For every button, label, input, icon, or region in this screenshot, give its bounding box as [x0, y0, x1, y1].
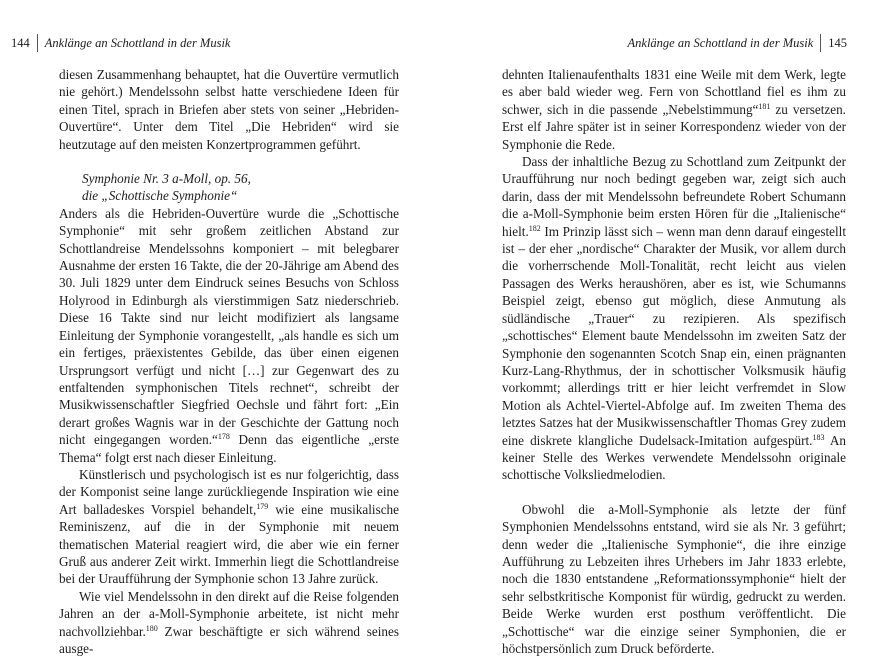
footnote-marker: 181: [758, 101, 771, 111]
paragraph: Künstlerisch und psychologisch ist es nur folgerichtig, dass der Komponist seine lange zurückliegende Inspiration wie eine Art balladeskes Vorspiel behandelt,$^{179}$ wie eine musikalische Reminiszenz, auf die in der Symphonie mit neuem thematischen Material reagiert wird, die aber wie ein ferner Gruß aus anderer Zeit wirkt. Immerhin liegt die Schottlandreise bei der Uraufführung der Symphonie schon 13 Jahre zurück.: [59, 466, 400, 587]
paragraph: Anders als die Hebriden-Ouvertüre wurde die „Schottische Symphonie“ mit sehr großem zeitlichen Abstand zur Schottlandreise Mendelssohns komponiert – mit belegbarer Ausnahme der ersten 16 Takte, die der 20-Jährige am Abend des 30. Juli 1829 unter dem Eindruck seines Besuchs von Schloss Holyrood in Edinburgh als vierstimmigen Satz niederschrieb. Diese 16 Takte sind nur leicht modifiziert als langsame Einleitung der Symphonie vorangestellt, „als handle es sich um ein fertiges, präexistentes Gebilde, das über einen eigenen Ursprungsort verfügt und nicht […] zur Gegenwart des zu entfaltenden symphonischen Titels rechnet“, schreibt der Musikwissenschaftler Siegfried Oechsle und fährt fort: „Ein derart großes Wagnis war in der Geschichte der Gattung noch nicht eingegangen worden.“$^{178}$ Denn das eigentliche „erste Thema“ folgt erst nach dieser Einleitung.: [59, 205, 399, 465]
page-number-right: 145: [828, 36, 847, 50]
footnote-marker: 183: [812, 432, 825, 442]
page-number-left: 144: [11, 36, 30, 50]
running-title-right: Anklänge an Schottland in der Musik: [627, 36, 814, 50]
section-heading-line: Symphonie Nr. 3 a-Moll, op. 56,: [82, 171, 251, 187]
running-title-left: Anklänge an Schottland in der Musik: [44, 36, 231, 50]
header-rule: [37, 34, 38, 52]
right-running-head: [628, 34, 847, 52]
header-rule: [820, 34, 821, 52]
left-body-text: [59, 66, 399, 657]
paragraph: Wie viel Mendelssohn in den direkt auf die Reise folgenden Jahren an der a-Moll-Symphonie arbeitete, ist nicht mehr nachvollziehbar.$^{180}$ Zwar beschäftigte er sich während seines ausge-: [59, 588, 399, 656]
section-heading-line: die „Schottische Symphonie“: [82, 188, 238, 204]
footnote-marker: 180: [145, 623, 158, 633]
left-running-head: [11, 34, 230, 52]
right-body-text: [502, 66, 846, 657]
footnote-marker: 179: [256, 501, 269, 511]
paragraph: diesen Zusammenhang behauptet, hat die Ouvertüre vermutlich nie gehört.) Mendelssohn selbst hatte verschiedene Ideen für einen Titel, sprach in Briefen aber stets von seiner „Hebriden-Ouvertüre“. Unter dem Titel „Die Hebriden“ wird sie heutzutage auf den meisten Konzertprogrammen geführt.: [59, 67, 399, 152]
footnote-marker: 182: [528, 223, 541, 233]
paragraph: Dass der inhaltliche Bezug zu Schottland zum Zeitpunkt der Uraufführung nur noch bedingt gegeben war, zeigt sich auch darin, dass der mit Mendelssohn befreundete Robert Schumann die a-Moll-Symphonie beim ersten Hören für die „Italienische“ hielt.$^{182}$ Im Prinzip lässt sich – wenn man denn darauf eingestellt ist – der eher „nordische“ Charakter der Musik, vor allem durch die vorherrschende Moll-Tonalität, recht leicht aus vielen Passagen des Werks heraushören, aber es ist, wie Schumanns Beispiel zeigt, ebenso gut möglich, diese Anmutung als südländische „Trauer“ zu rezipieren. Als spezifisch „schottisches“ Element baute Mendelssohn im zweiten Satz der Symphonie den sogenannten Scotch Snap ein, einen prägnanten Kurz-Lang-Rhythmus, der in schottischer Volksmusik häufig vorkommt; allerdings tritt er hier leicht verfremdet in Slow Motion als Achtel-Viertel-Abfolge auf. Im zweiten Thema des letztes Satzes hat der Musikwissenschaftler Thomas Grey zudem eine diskrete klangliche Dudelsack-Imitation aufgespürt.$^{183}$ An keiner Stelle des Werkes verwendete Mendelssohn originale schottische Volksliedmelodien.: [502, 154, 846, 483]
section-heading: [59, 170, 399, 205]
footnote-marker: 178: [217, 432, 230, 442]
paragraph: dehnten Italienaufenthalts 1831 eine Weile mit dem Werk, legte es aber bald wieder weg. Fern von Schottland fiel es ihm zu schwer, sich in die passende „Nebelstimmung“$^{181}$ zu versetzen. Erst elf Jahre später ist in seiner Korrespondenz wieder von der Symphonie die Rede.: [502, 67, 846, 152]
paragraph: Obwohl die a-Moll-Symphonie als letzte der fünf Symphonien Mendelssohns entstand, wird sie als Nr. 3 geführt; denn weder die „Italienische Symphonie“, die ihre einzige Aufführung zu Lebzeiten ihres Urhebers im Jahr 1833 erlebte, noch die 1830 entstandene „Reformationssymphonie“ hielt der sehr selbstkritische Komponist für würdig, gedruckt zu werden. Beide Werke wurden erst posthum veröffentlicht. Die „Schottische“ war die einzige seiner Symphonien, die er höchstpersönlich zum Druck beförderte.: [502, 501, 846, 656]
